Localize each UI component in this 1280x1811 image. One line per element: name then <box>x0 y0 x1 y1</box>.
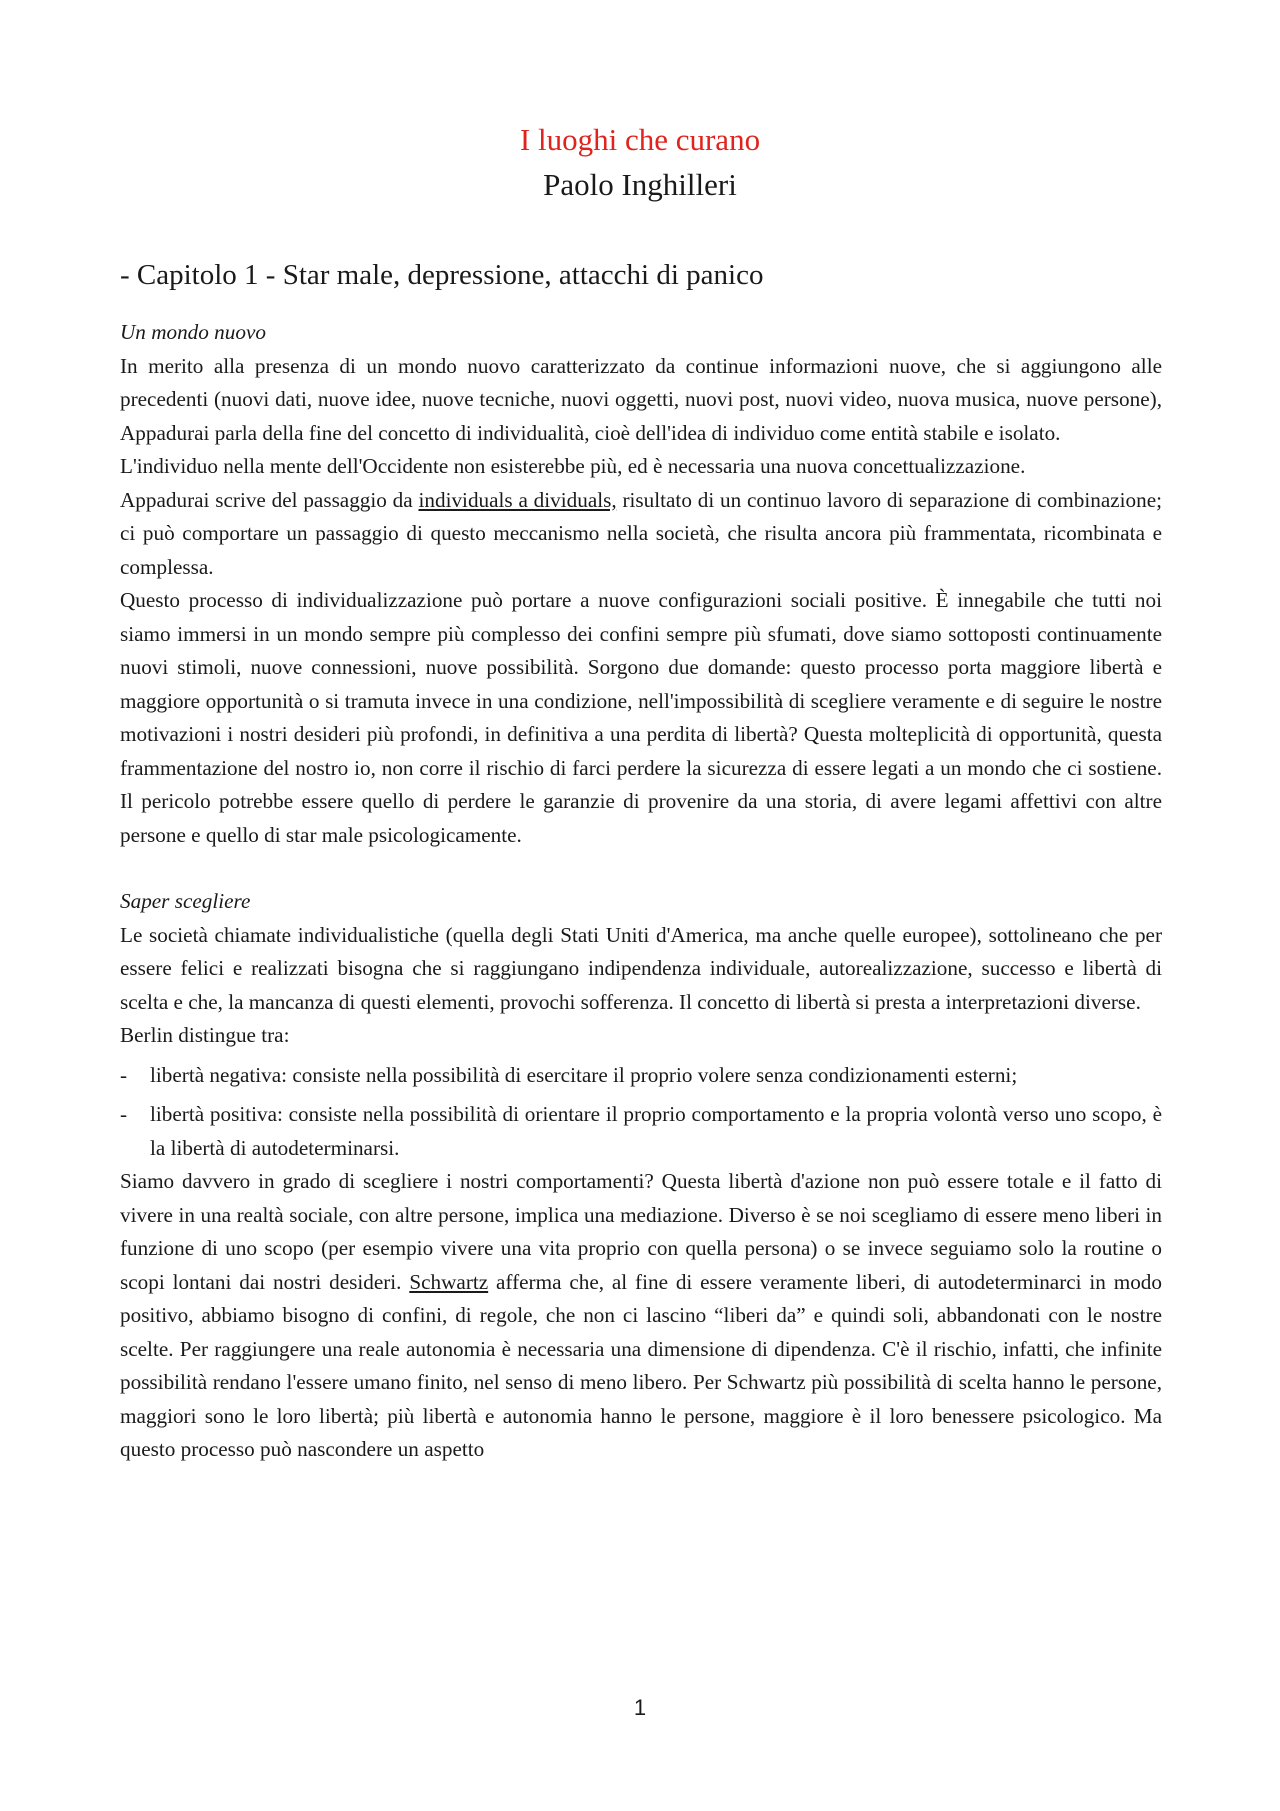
bullet-dash: - <box>120 1062 128 1087</box>
bullet-list <box>120 1059 1162 1166</box>
document-body <box>120 316 1162 1467</box>
text-span: Appadurai scrive del passaggio da <box>120 487 419 512</box>
paragraph: L'individuo nella mente dell'Occidente non esisterebbe più, ed è necessaria una nuova concettualizzazione. <box>120 454 1026 478</box>
underlined-term-individuals: individuals a dividuals, <box>418 487 617 512</box>
text-span: Siamo davvero in grado di scegliere i nostri comportamenti? Questa libertà d'azione non può essere totale e il fatto di vivere in una realtà sociale, con altre persone, implica una mediazione. Diverso è se noi scegliamo di essere meno liberi in funzione di uno scopo (per esempio vivere una vita proprio con quella persona) o se invece seguiamo solo la routine o scopi lontani dai nostri desideri. <box>120 1169 1162 1294</box>
paragraph <box>120 1165 1162 1467</box>
list-item <box>120 1098 1162 1165</box>
paragraph: Berlin distingue tra: <box>120 1023 290 1047</box>
section-spacer <box>120 852 1162 885</box>
paragraph: Le società chiamate individualistiche (quella degli Stati Uniti d'America, ma anche quelle europee), sottolineano che per essere felici e realizzati bisogna che si raggiungano indipendenza individuale, autorealizzazione, successo e libertà di scelta e che, la mancanza di questi elementi, provochi sofferenza. Il concetto di libertà si presta a interpretazioni diverse. <box>120 922 1162 1014</box>
chapter-heading: - Capitolo 1 - Star male, depressione, attacchi di panico <box>120 259 764 291</box>
paragraph <box>120 484 1162 585</box>
paragraph: In merito alla presenza di un mondo nuovo caratterizzato da continue informazioni nuove, che si aggiungono alle precedenti (nuovi dati, nuove idee, nuove tecniche, nuovi oggetti, nuovi post, nuovi video, nuova musica, nuove persone), Appadurai parla della fine del concetto di individualità, cioè dell'idea di individuo come entità stabile e isolato. <box>120 353 1162 445</box>
bullet-dash: - <box>120 1102 128 1126</box>
list-item-text: libertà positiva: consiste nella possibilità di orientare il proprio comportamento e la propria volontà verso uno scopo, è la libertà di autodeterminarsi. <box>150 1102 1162 1160</box>
paragraph: Questo processo di individualizzazione può portare a nuove configurazioni sociali positive. È innegabile che tutti noi siamo immersi in un mondo sempre più complesso dei confini sempre più sfumati, dove siamo sottoposti continuamente nuovi stimoli, nuove connessioni, nuove possibilità. Sorgono due domande: questo processo porta maggiore libertà e maggiore opportunità o si tramuta invece in una condizione, nell'impossibilità di scegliere veramente e di seguire le nostre motivazioni i nostri desideri più profondi, in definitiva a una perdita di libertà? Questa molteplicità di opportunità, questa frammentazione del nostro io, non corre il rischio di farci perdere la sicurezza di essere legati a un mondo che ci sostiene. Il pericolo potrebbe essere quello di perdere le garanzie di provenire da una storia, di avere legami affettivi con altre persone e quello di star male psicologicamente. <box>120 588 1162 847</box>
text-span: risultato di un continuo lavoro di separazione di combinazione; ci può comportare un passaggio di questo meccanismo nella società, che risulta ancora più frammentata, ricombinata e complessa. <box>120 487 1162 579</box>
page-number: 1 <box>633 1695 647 1720</box>
list-item-text: libertà negativa: consiste nella possibilità di esercitare il proprio volere senza condizionamenti esterni; <box>150 1062 1018 1087</box>
document-title: I luoghi che curano <box>519 122 761 157</box>
document-author: Paolo Inghilleri <box>543 167 737 202</box>
section-heading-mondo-nuovo: Un mondo nuovo <box>120 320 266 344</box>
list-item <box>120 1059 1162 1093</box>
text-span: afferma che, al fine di essere veramente liberi, di autodeterminarci in modo positivo, abbiamo bisogno di confini, di regole, che non ci lascino “liberi da” e quindi soli, abbandonati con le nostre scelte. Per raggiungere una reale autonomia è necessaria una dimensione di dipendenza. C'è il rischio, infatti, che infinite possibilità rendano l'essere umano finito, nel senso di meno libero. Per Schwartz più possibilità di scelta hanno le persone, maggiori sono le loro libertà; più libertà e autonomia hanno le persone, maggiore è il loro benessere psicologico. Ma questo processo può nascondere un aspetto <box>120 1269 1162 1461</box>
section-heading-saper-scegliere: Saper scegliere <box>120 889 251 913</box>
underlined-term-schwartz: Schwartz <box>409 1269 489 1294</box>
